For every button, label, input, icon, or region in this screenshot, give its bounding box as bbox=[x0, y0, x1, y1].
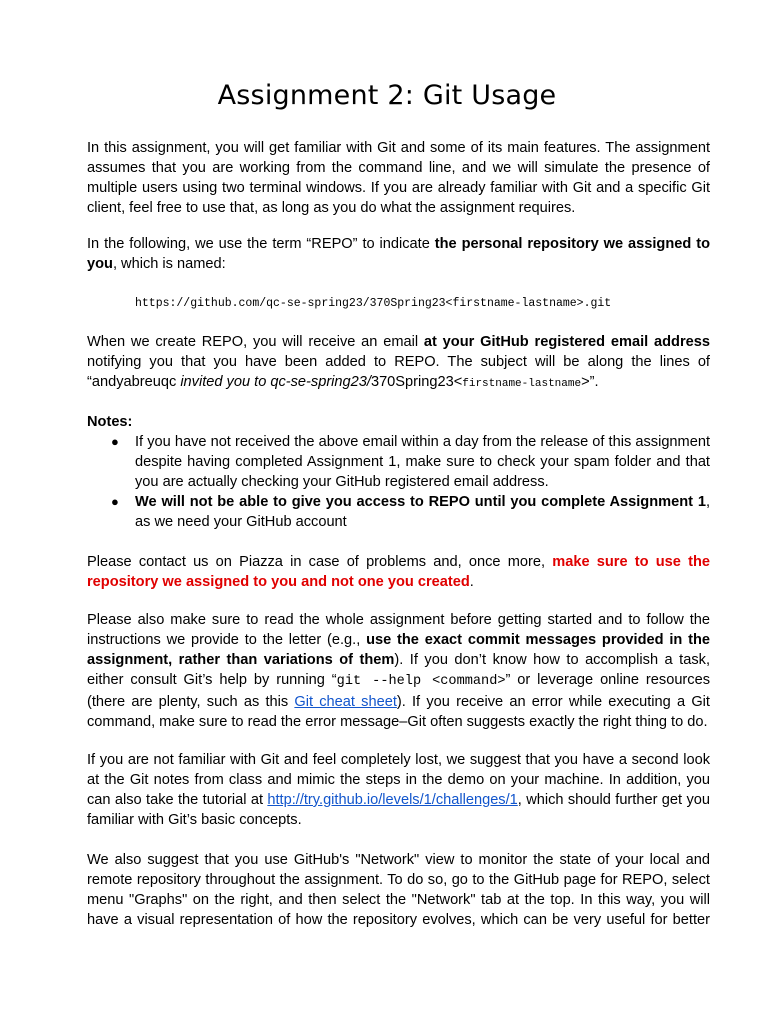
intro-paragraph: In this assignment, you will get familiar with Git and some of its main features. The assignment assumes that you are working from the command line, and we will simulate the presence of multiple users using two terminal windows. If you are already familiar with Git and a specific Git client, feel free to use that, as long as you do what the assignment requires. bbox=[87, 140, 710, 216]
warning-text: make sure to use the repository we assigned to you and not one you created bbox=[87, 554, 710, 590]
network-paragraph: We also suggest that you use GitHub's "Network" view to monitor the state of your local and remote repository throughout the assignment. To do so, go to the GitHub page for REPO, select menu "Graphs" on the right, and then select the "Network" tab at the top. In this way, you will have a visual representation of how the repository evolves, which can be very useful for better bbox=[87, 852, 710, 928]
repo-paragraph: In the following, we use the term “REPO” to indicate the personal repository we assigned to you, which is named: bbox=[87, 236, 710, 272]
page-title: Assignment 2: Git Usage bbox=[217, 80, 557, 111]
git-help-code: git --help <command> bbox=[336, 674, 506, 689]
list-item: ● If you have not received the above email within a day from the release of this assignment despite having completed Assignment 1, make sure to check your spam folder and that you are actually checking your GitHub registered email address. bbox=[111, 434, 710, 490]
repo-url: https://github.com/qc-se-spring23/370Spring23<firstname-lastname>.git bbox=[135, 297, 612, 310]
email-paragraph: When we create REPO, you will receive an email at your GitHub registered email address notifying you that you have been added to REPO. The subject will be along the lines of “andyabreuqc invited you to qc-se-spring23/370Spring23<firstname-lastname>”. bbox=[87, 334, 710, 390]
familiar-paragraph: If you are not familiar with Git and feel completely lost, we suggest that you have a second look at the Git notes from class and mimic the steps in the demo on your machine. In addition, you can also take the tutorial at http://try.github.io/levels/1/challenges/1, which should further get you familiar with Git’s basic concepts. bbox=[87, 752, 710, 828]
try-github-link[interactable]: http://try.github.io/levels/1/challenges/1 bbox=[267, 792, 518, 808]
git-cheat-sheet-link[interactable]: Git cheat sheet bbox=[294, 694, 397, 710]
list-item: ● We will not be able to give you access to REPO until you complete Assignment 1, as we need your GitHub account bbox=[111, 494, 710, 530]
notes-heading: Notes: bbox=[87, 414, 133, 430]
notes-list bbox=[87, 432, 710, 532]
bullet-icon: ● bbox=[111, 434, 119, 449]
bullet-icon: ● bbox=[111, 494, 119, 509]
contact-paragraph: Please contact us on Piazza in case of problems and, once more, make sure to use the repository we assigned to you and not one you created. bbox=[87, 554, 710, 590]
instructions-paragraph: Please also make sure to read the whole assignment before getting started and to follow the instructions we provide to the letter (e.g., use the exact commit messages provided in the assignment, rather than variations of them). If you don’t know how to accomplish a task, either consult Git’s help by running “git --help <command>” or leverage online resources (there are plenty, such as this Git cheat sheet). If you receive an error while executing a Git command, make sure to read the error message–Git often suggests exactly the right thing to do. bbox=[87, 612, 711, 730]
repo-bold-text: the personal repository we assigned to you bbox=[87, 236, 710, 272]
